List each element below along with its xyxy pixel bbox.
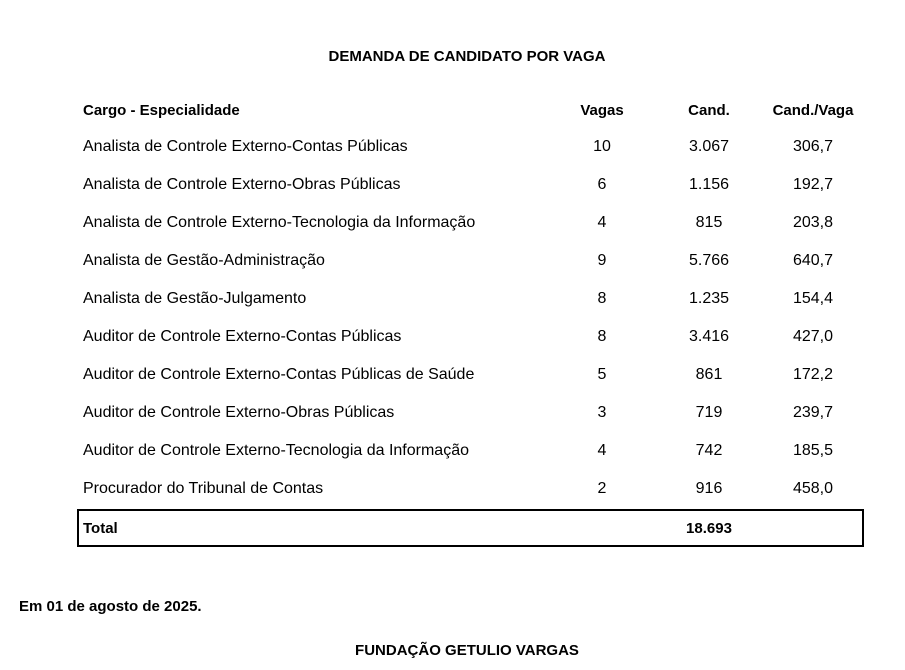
cell-cand: 861: [695, 366, 723, 383]
cell-cargo: Procurador do Tribunal de Contas: [83, 480, 324, 497]
cell-cand-vaga: 203,8: [792, 214, 834, 231]
footer-institution: FUNDAÇÃO GETULIO VARGAS: [355, 642, 579, 659]
cell-cand-vaga: 640,7: [792, 252, 834, 269]
cell-cand-vaga: 192,7: [792, 176, 834, 193]
cell-cargo: Auditor de Controle Externo-Obras Públicas: [83, 404, 395, 421]
table-row: [77, 470, 864, 508]
table-row: [77, 432, 864, 470]
cell-cargo: Analista de Controle Externo-Tecnologia da Informação: [83, 214, 476, 231]
total-cand: 18.693: [686, 519, 732, 537]
table-row: [77, 128, 864, 166]
table-row: [77, 242, 864, 280]
cell-vagas: 3: [597, 404, 607, 421]
header-cand: Cand.: [688, 101, 730, 119]
cell-cand: 5.766: [688, 252, 730, 269]
cell-cargo: Analista de Gestão-Administração: [83, 252, 325, 269]
cell-cargo: Analista de Controle Externo-Contas Públicas: [83, 138, 408, 155]
table-row: [77, 318, 864, 356]
cell-cand-vaga: 427,0: [792, 328, 834, 345]
cell-cand-vaga: 154,4: [792, 290, 834, 307]
cell-cand: 742: [695, 442, 723, 459]
cell-cand-vaga: 172,2: [792, 366, 834, 383]
cell-cargo: Analista de Controle Externo-Obras Públicas: [83, 176, 401, 193]
cell-vagas: 10: [593, 138, 611, 155]
demand-table: [77, 92, 864, 547]
table-row: [77, 204, 864, 242]
cell-cargo: Auditor de Controle Externo-Tecnologia da Informação: [83, 442, 469, 459]
header-cargo: Cargo - Especialidade: [83, 101, 240, 119]
table-header-row: [77, 92, 864, 128]
cell-cand: 1.235: [688, 290, 730, 307]
table-row: [77, 166, 864, 204]
cell-cargo: Auditor de Controle Externo-Contas Públicas: [83, 328, 402, 345]
cell-cargo: Auditor de Controle Externo-Contas Públicas de Saúde: [83, 366, 475, 383]
table-row: [77, 394, 864, 432]
cell-vagas: 2: [597, 480, 607, 497]
cell-cand-vaga: 239,7: [792, 404, 834, 421]
cell-vagas: 8: [597, 290, 607, 307]
cell-vagas: 4: [597, 214, 607, 231]
header-cand-vaga: Cand./Vaga: [772, 101, 854, 119]
cell-cargo: Analista de Gestão-Julgamento: [83, 290, 307, 307]
cell-vagas: 8: [597, 328, 607, 345]
cell-cand: 3.416: [688, 328, 730, 345]
cell-cand-vaga: 458,0: [792, 480, 834, 497]
cell-cand: 719: [695, 404, 723, 421]
cell-cand: 3.067: [688, 138, 730, 155]
cell-cand-vaga: 306,7: [792, 138, 834, 155]
page-title: DEMANDA DE CANDIDATO POR VAGA: [328, 48, 606, 65]
cell-cand: 1.156: [688, 176, 730, 193]
cell-cand-vaga: 185,5: [792, 442, 834, 459]
total-row: [77, 509, 864, 547]
header-vagas: Vagas: [580, 101, 624, 119]
total-label: Total: [83, 519, 118, 537]
table-row: [77, 356, 864, 394]
date-line: Em 01 de agosto de 2025.: [19, 598, 202, 615]
table-row: [77, 280, 864, 318]
cell-cand: 916: [695, 480, 723, 497]
cell-vagas: 4: [597, 442, 607, 459]
cell-vagas: 6: [597, 176, 607, 193]
cell-cand: 815: [695, 214, 723, 231]
cell-vagas: 9: [597, 252, 607, 269]
cell-vagas: 5: [597, 366, 607, 383]
